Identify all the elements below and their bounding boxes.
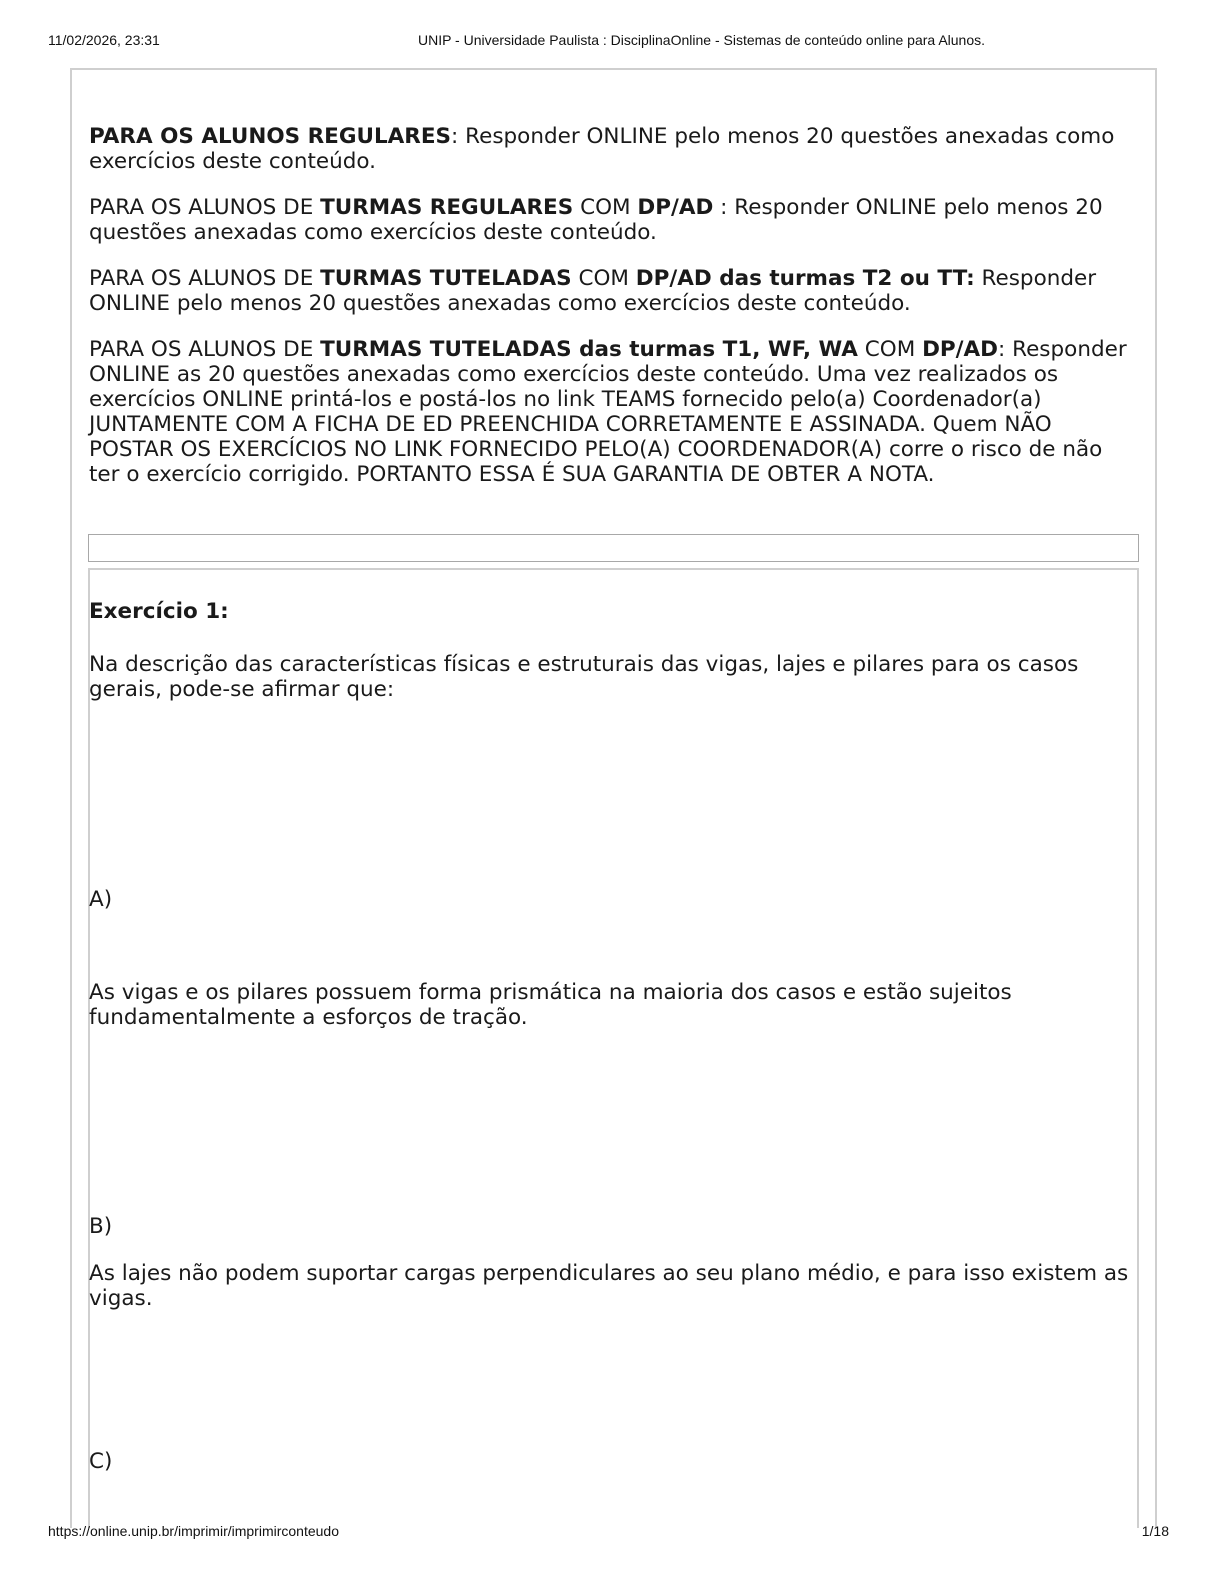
instruction-regulares: PARA OS ALUNOS REGULARES: Responder ONLINE pelo menos 20 questões anexadas como exercícios deste conteúdo. <box>89 124 1115 174</box>
print-datetime: 11/02/2026, 23:31 <box>48 32 160 48</box>
instruction-turmas-regulares: PARA OS ALUNOS DE TURMAS REGULARES COM DP/AD : Responder ONLINE pelo menos 20 questões anexadas como exercícios deste conteúdo. <box>89 195 1103 245</box>
option-letter-a[interactable]: A) <box>89 887 113 912</box>
option-letter-c[interactable]: C) <box>89 1449 113 1474</box>
page-number: 1/18 <box>1141 1523 1169 1539</box>
exercise-frame <box>88 568 1139 1528</box>
option-text-a: As vigas e os pilares possuem forma prismática na maioria dos casos e estão sujeitos fundamentalmente a esforços de tração. <box>89 980 1012 1030</box>
instruction-tuteladas-t1-wf-wa: PARA OS ALUNOS DE TURMAS TUTELADAS das turmas T1, WF, WA COM DP/AD: Responder ONLINE as 20 questões anexadas como exercícios deste conteúdo. Uma vez realizados os exercícios ONLINE printá-los e postá-los no link TEAMS fornecido pelo(a) Coordenador(a) JUNTAMENTE COM A FICHA DE ED PREENCHIDA CORRETAMENTE E ASSINADA. Quem NÃO POSTAR OS EXERCÍCIOS NO LINK FORNECIDO PELO(A) COORDENADOR(A) corre o risco de não ter o exercício corrigido. PORTANTO ESSA É SUA GARANTIA DE OBTER A NOTA. <box>89 337 1127 487</box>
empty-divider-box <box>88 534 1139 562</box>
option-text-b: As lajes não podem suportar cargas perpendiculares ao seu plano médio, e para isso existem as vigas. <box>89 1261 1129 1311</box>
instruction-tuteladas-t2-tt: PARA OS ALUNOS DE TURMAS TUTELADAS COM DP/AD das turmas T2 ou TT: Responder ONLINE pelo menos 20 questões anexadas como exercícios deste conteúdo. <box>89 266 1097 316</box>
print-url: https://online.unip.br/imprimir/imprimirconteudo <box>48 1523 339 1539</box>
exercise-question: Na descrição das características físicas e estruturais das vigas, lajes e pilares para os casos gerais, pode-se afirmar que: <box>89 652 1079 702</box>
instructions-block <box>89 124 1139 508</box>
exercise-title: Exercício 1: <box>89 599 229 624</box>
option-letter-b[interactable]: B) <box>89 1214 113 1239</box>
print-page-title: UNIP - Universidade Paulista : DisciplinaOnline - Sistemas de conteúdo online para Alunos. <box>417 32 986 48</box>
